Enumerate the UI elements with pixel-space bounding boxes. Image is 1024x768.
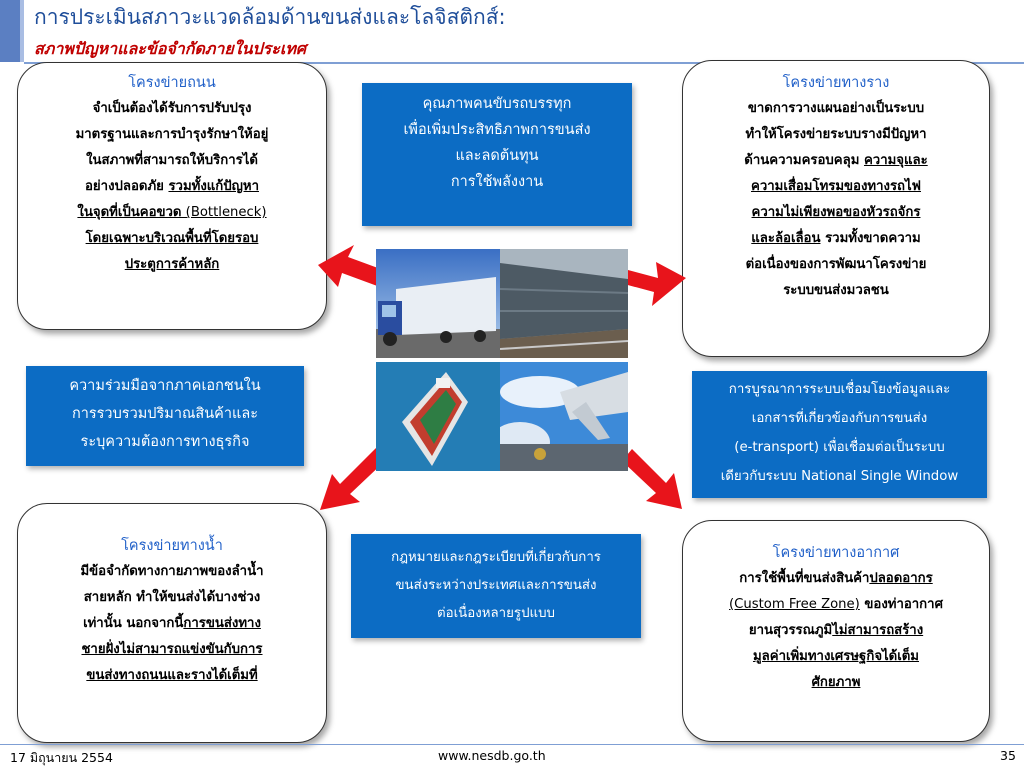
private-line-3: ระบุความต้องการทางธุรกิจ (80, 434, 250, 450)
road-line-6: โดยเฉพาะบริเวณพื้นที่โดยรอบ (85, 231, 259, 246)
rail-line-6 (683, 226, 989, 252)
train-photo (500, 249, 628, 358)
road-line-7: ประตูการค้าหลัก (124, 257, 220, 272)
air-line-1 (683, 566, 989, 592)
rail-line-1: ขาดการวางแผนอย่างเป็นระบบ (747, 101, 925, 116)
transport-photo-collage (376, 249, 628, 471)
road-network-card (17, 62, 327, 330)
footer-date: 17 มิถุนายน 2554 (10, 750, 113, 765)
truck-photo (376, 249, 500, 358)
air-line-3 (683, 618, 989, 644)
arrow-to-rail-icon (622, 254, 688, 308)
air-line-3a: ยานสุวรรณภูมิ (748, 623, 833, 638)
driver-line-2: เพื่อเพิ่มประสิทธิภาพการขนส่ง (403, 122, 591, 138)
rail-line-3a: ด้านความครอบคลุม (744, 153, 864, 168)
water-heading: โครงข่ายทางน้ำ (121, 538, 223, 554)
air-line-4: มูลค่าเพิ่มทางเศรษฐกิจได้เต็ม (752, 649, 920, 664)
air-line-2a: (Custom Free Zone) (729, 597, 860, 612)
etransport-line-4: เดียวกับระบบ National Single Window (720, 469, 959, 484)
air-network-card (682, 520, 990, 742)
rail-line-3 (683, 148, 989, 174)
page-subtitle: สภาพปัญหาและข้อจำกัดภายในประเทศ (34, 39, 307, 58)
air-line-1b: ปลอดอากร (869, 571, 933, 586)
road-line-5a: ในจุดที่เป็นคอขวด (77, 205, 182, 220)
footer-url[interactable]: www.nesdb.go.th (438, 748, 546, 763)
driver-line-3: และลดต้นทุน (455, 148, 539, 164)
private-line-1: ความร่วมมือจากภาคเอกชนใน (69, 378, 261, 394)
air-line-2 (683, 592, 989, 618)
water-network-card (17, 503, 327, 743)
arrow-to-air-icon (620, 447, 686, 513)
page-title: การประเมินสภาวะแวดล้อมด้านขนส่งและโลจิสติกส์: (34, 5, 506, 29)
road-line-3: ในสภาพที่สามารถให้บริการได้ (86, 153, 258, 168)
header-accent-bar (0, 0, 20, 62)
rail-line-6b: รวมทั้งขาดความ (820, 231, 921, 246)
private-cooperation-box (26, 366, 304, 466)
driver-line-4: การใช้พลังงาน (450, 174, 544, 190)
road-line-4b: รวมทั้งแก้ปัญหา (168, 179, 259, 194)
rail-line-6a: และล้อเลื่อน (751, 231, 821, 246)
law-regulation-box (351, 534, 641, 638)
etransport-line-3: (e-transport) เพื่อเชื่อมต่อเป็นระบบ (734, 440, 945, 455)
road-line-4a: อย่างปลอดภัย (85, 179, 169, 194)
footer-divider (0, 744, 1024, 745)
road-line-1: จำเป็นต้องได้รับการปรับปรุง (92, 101, 252, 116)
road-heading: โครงข่ายถนน (128, 75, 216, 91)
road-line-2: มาตรฐานและการบำรุงรักษาให้อยู่ (75, 127, 269, 142)
water-line-3b: การขนส่งทาง (183, 616, 261, 631)
private-line-2: การรวบรวมปริมาณสินค้าและ (71, 406, 259, 422)
water-line-5: ขนส่งทางถนนและรางได้เต็มที่ (86, 668, 258, 683)
etransport-box (692, 371, 987, 498)
driver-quality-box (362, 83, 632, 226)
footer-page-number: 35 (1000, 748, 1016, 763)
law-line-3: ต่อเนื่องหลายรูปแบบ (437, 606, 555, 621)
rail-line-3b: ความจุและ (863, 153, 928, 168)
rail-line-5: ความไม่เพียงพอของหัวรถจักร (751, 205, 921, 220)
water-line-4: ชายฝั่งไม่สามารถแข่งขันกับการ (81, 642, 263, 657)
road-line-5b: (Bottleneck) (181, 205, 267, 220)
air-line-1a: การใช้พื้นที่ขนส่งสินค้า (739, 571, 870, 586)
rail-line-4: ความเสื่อมโทรมของทางรถไฟ (751, 179, 921, 194)
law-line-2: ขนส่งระหว่างประเทศและการขนส่ง (395, 578, 597, 593)
rail-network-card (682, 60, 990, 357)
ship-photo (376, 362, 500, 471)
air-heading: โครงข่ายทางอากาศ (772, 545, 900, 561)
water-line-2: สายหลัก ทำให้ขนส่งได้บางช่วง (83, 590, 261, 605)
law-line-1: กฎหมายและกฎระเบียบที่เกี่ยวกับการ (391, 550, 601, 565)
water-line-3 (18, 611, 326, 637)
rail-line-2: ทำให้โครงข่ายระบบรางมีปัญหา (745, 127, 927, 142)
etransport-line-2: เอกสารที่เกี่ยวข้องกับการขนส่ง (751, 411, 928, 426)
header-accent-bar-light (20, 0, 24, 62)
water-line-3a: เท่านั้น นอกจากนี้ (83, 616, 184, 631)
water-line-1: มีข้อจำกัดทางกายภาพของลำน้ำ (80, 564, 264, 579)
air-line-2b: ของท่าอากาศ (859, 597, 943, 612)
air-line-5: ศักยภาพ (811, 675, 861, 690)
rail-heading: โครงข่ายทางราง (782, 75, 890, 91)
driver-line-1: คุณภาพคนขับรถบรรทุก (422, 96, 572, 112)
etransport-line-1: การบูรณาการระบบเชื่อมโยงข้อมูลและ (728, 382, 951, 397)
rail-line-8: ระบบขนส่งมวลชน (783, 283, 889, 298)
road-line-4 (18, 174, 326, 200)
road-line-5 (18, 200, 326, 226)
airplane-photo (500, 362, 628, 471)
rail-line-7: ต่อเนื่องของการพัฒนาโครงข่าย (745, 257, 927, 272)
air-line-3b: ไม่สามารถสร้าง (832, 623, 924, 638)
